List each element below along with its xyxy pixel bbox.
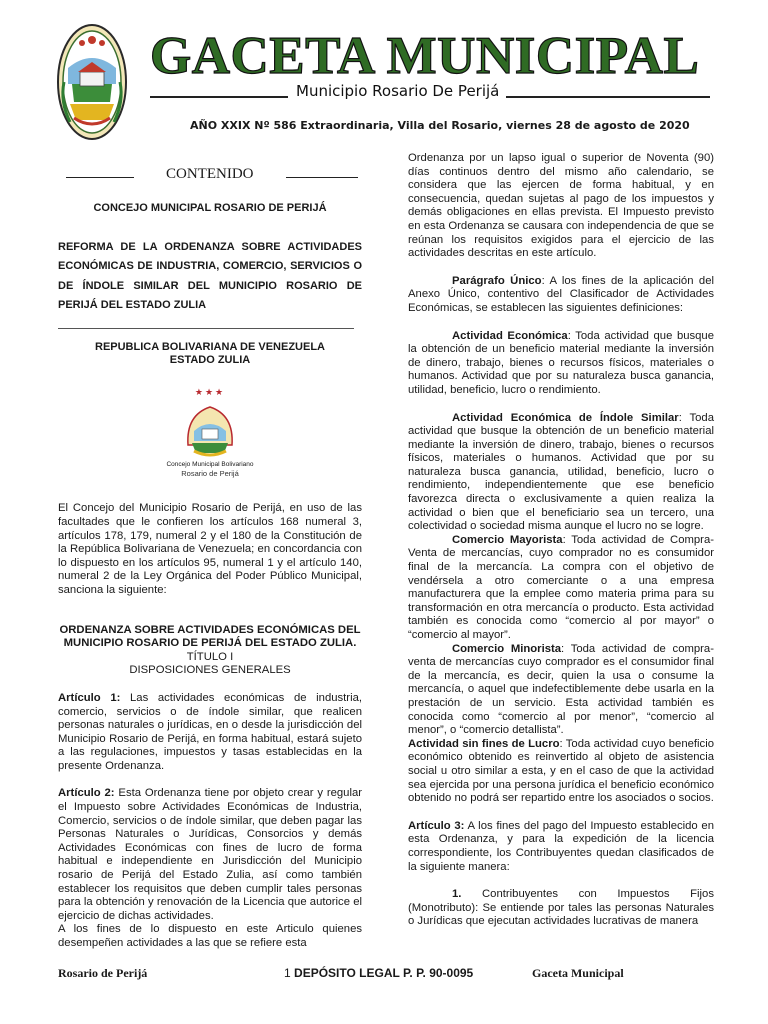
def-cmay-label: Comercio Mayorista <box>452 533 563 546</box>
footer-page-number: 1 <box>284 966 291 980</box>
footer-left: Rosario de Perijá <box>58 966 148 980</box>
paragrafo-text: : A los fines de la aplicación del Anexo Único, contentivo del Clasificador de Actividades Económicas, se establecen las siguientes definiciones: <box>408 274 715 314</box>
article-1 <box>58 692 362 774</box>
article-2-text: Esta Ordenanza tiene por objeto crear y regular el Impuesto sobre Actividades Económicas de Industria, Comercio, servicios o de índole similar, que deben pagar las Personas Naturales o Jurídicas, Consorcios y demás Actividades Económicas con fines de lucro de forma habitual e independiente en Jurisdicción del Municipio rosario de Perijá del Estado Zulia, así como también establecer los requisitos que deben cumplir tales personas para la obtención y renovación de la Licencia que autorice el ejercicio de dichas actividades. <box>58 787 362 922</box>
def-indole-similar <box>408 412 714 534</box>
def-cmay-text: : Toda actividad de Compra-Venta de mercancías, cuyo comprador no es consumidor final de la mercancía. La compra con el objetivo de vendérsela a otro comerciante o a una empresa manufacturera que la emplee como materia prima para su transformación en otra mercancía o producto. Esta actividad también es conocida como “comercio al por mayor” o “comercio al mayor”. <box>408 533 714 641</box>
article-3-label: Artículo 3: <box>408 819 465 832</box>
gazette-subtitle: Municipio Rosario De Perijá <box>296 82 500 100</box>
def-actividad-economica <box>408 330 714 398</box>
item-1-text: Contribuyentes con Impuestos Fijos (Monotributo): Se entiende por tales las personas Naturales o Jurídicas que ejecutan actividades lucrativas de manera <box>408 888 714 928</box>
stars-icon: ★★★ <box>194 386 226 397</box>
def-cmin-text: : Toda actividad de compra-venta de mercancías cuyo comprador es el consumidor final de la mercancía, es decir, quien la usa o consume la mercancía, o aquel que indefectiblemente debe usarla en la prestación de un servicio. Esta actividad también es conocida como “comercio al por menor”, “comercio al menor”, o “comercio detallista”. <box>408 642 714 737</box>
article-1-label: Artículo 1: <box>58 691 121 704</box>
footer-center <box>284 966 473 980</box>
habitual-paragraph: Ordenanza por un lapso igual o superior de Noventa (90) días continuos dentro del mismo año calendario, se considera que las ejercen de forma habitual, y en consecuencia, quedan sujetas al pago de los impuestos y demás obligaciones en ellas prevista. El Impuesto previsto en esta Ordenanza se causara con independencia de que se reúnan los requisitos exigidos para el ejercicio de las actividades descritas en este artículo. <box>408 152 714 260</box>
contenido-rule-left <box>66 177 134 178</box>
def-aeis-text: : Toda actividad que busque la obtención de un beneficio material mediante la inversión de dinero, trabajo, bienes o recursos físicos, materiales o humanos. Actividad que por su naturaleza busca ganancia, utilidad, beneficio, lucro o rendimiento, independientemente que ese beneficio favorezca directa o exclusivamente a quien realiza la actividad o bien que el beneficiario sea un tercero, una colectividad o sociedad misma aunque el lucro no se logre. <box>408 411 714 533</box>
article-3 <box>408 820 714 874</box>
article-3-item-1 <box>408 888 714 929</box>
def-comercio-mayorista <box>408 534 714 643</box>
disposiciones-heading: DISPOSICIONES GENERALES <box>129 664 291 677</box>
republica-line-2: ESTADO ZULIA <box>169 354 251 367</box>
ordenanza-title: ORDENANZA SOBRE ACTIVIDADES ECONÓMICAS DEL MUNICIPIO ROSARIO DE PERIJÁ DEL ESTADO ZULIA. <box>59 623 361 650</box>
def-asfl-label: Actividad sin fines de Lucro <box>408 737 560 750</box>
paragrafo-label: Parágrafo Único <box>452 274 542 287</box>
header-rule-left <box>150 96 288 98</box>
def-ae-text: : Toda actividad que busque la obtención de un beneficio material mediante la inversión de dinero, trabajo, bienes o recursos físicos, materiales o humanos. Actividad que por su naturaleza busca ganancia, utilidad, beneficio, lucro o rendimiento. <box>408 329 715 396</box>
article-1-text: Las actividades económicas de industria, comercio, servicios o de índole similar, que realicen personas naturales o jurídicas, en o desde la jurisdicción del Municipio Rosario de Perijá, en forma habitual, estará sujeto a las regulaciones, impuestos y tasas establecidas en la presente Ordenanza. <box>58 691 362 772</box>
right-column <box>408 152 714 929</box>
republica-line-1: REPUBLICA BOLIVARIANA DE VENEZUELA <box>95 340 325 353</box>
def-sin-fines-lucro <box>408 738 714 806</box>
footer-deposito-legal: DEPÓSITO LEGAL P. P. 90-0095 <box>294 966 474 980</box>
gazette-masthead-title: GACETA MUNICIPAL <box>150 27 700 85</box>
concejo-heading: CONCEJO MUNICIPAL ROSARIO DE PERIJÁ <box>93 202 327 214</box>
emblem-caption-1: Concejo Municipal Bolivariano <box>166 461 254 469</box>
header-rule-right <box>506 96 710 98</box>
def-cmin-label: Comercio Minorista <box>452 642 562 655</box>
footer-right: Gaceta Municipal <box>532 966 624 980</box>
contenido-heading-row <box>58 168 362 190</box>
contenido-heading: CONTENIDO <box>166 166 254 182</box>
def-aeis-label: Actividad Económica de Índole Similar <box>452 411 679 424</box>
left-column <box>58 168 362 951</box>
article-3-text: A los fines del pago del Impuesto establecido en esta Ordenanza, y para la expedición de la licencia correspondiente, los Contribuyentes quedan clasificados de la siguiente manera: <box>408 819 714 873</box>
emblem-caption-2: Rosario de Perijá <box>181 469 239 479</box>
item-1-number: 1. <box>452 888 462 901</box>
contenido-rule-right <box>286 177 358 178</box>
paragrafo-unico <box>408 275 714 316</box>
def-ae-label: Actividad Económica <box>452 329 568 342</box>
article-2-label: Artículo 2: <box>58 787 115 800</box>
def-asfl-text: : Toda actividad cuyo beneficio económico obtenido es reinvertido al objeto de asistencia social u otro similar a esta, y en el caso de que la actividad sea ejercida por una persona jurídica el beneficio económico obtenido no podrá ser repartido entre los asociados o socios. <box>408 737 714 805</box>
preamble-paragraph: El Concejo del Municipio Rosario de Perijá, en uso de las facultades que le confieren los artículos 168 numeral 3, artículos 178, 179, numeral 2 y el 180 de la Constitución de la República Bolivariana de Venezuela; en concordancia con lo dispuesto en los artículos 95, numeral 1 y el artículo 140, numeral 2 de la Ley Orgánica del Poder Público Municipal, sanciona la siguiente: <box>58 502 362 596</box>
issue-line: AÑO XXIX Nº 586 Extraordinaria, Villa del Rosario, viernes 28 de agosto de 2020 <box>190 119 690 132</box>
article-2 <box>58 787 362 923</box>
titulo-heading: TÍTULO I <box>186 650 234 663</box>
reforma-heading: REFORMA DE LA ORDENANZA SOBRE ACTIVIDADES ECONÓMICAS DE INDUSTRIA, COMERCIO, SERVICIOS O DE ÍNDOLE SIMILAR DEL MUNICIPIO ROSARIO DE PERIJÁ DEL ESTADO ZULIA <box>58 240 362 312</box>
section-divider <box>58 328 354 329</box>
municipal-coat-of-arms <box>56 22 128 142</box>
article-2-continuation: A los fines de lo dispuesto en este Articulo quienes desempeñen actividades a las que se refiere esta <box>58 923 362 949</box>
def-comercio-minorista <box>408 643 714 738</box>
concejo-emblem-icon <box>180 401 240 459</box>
